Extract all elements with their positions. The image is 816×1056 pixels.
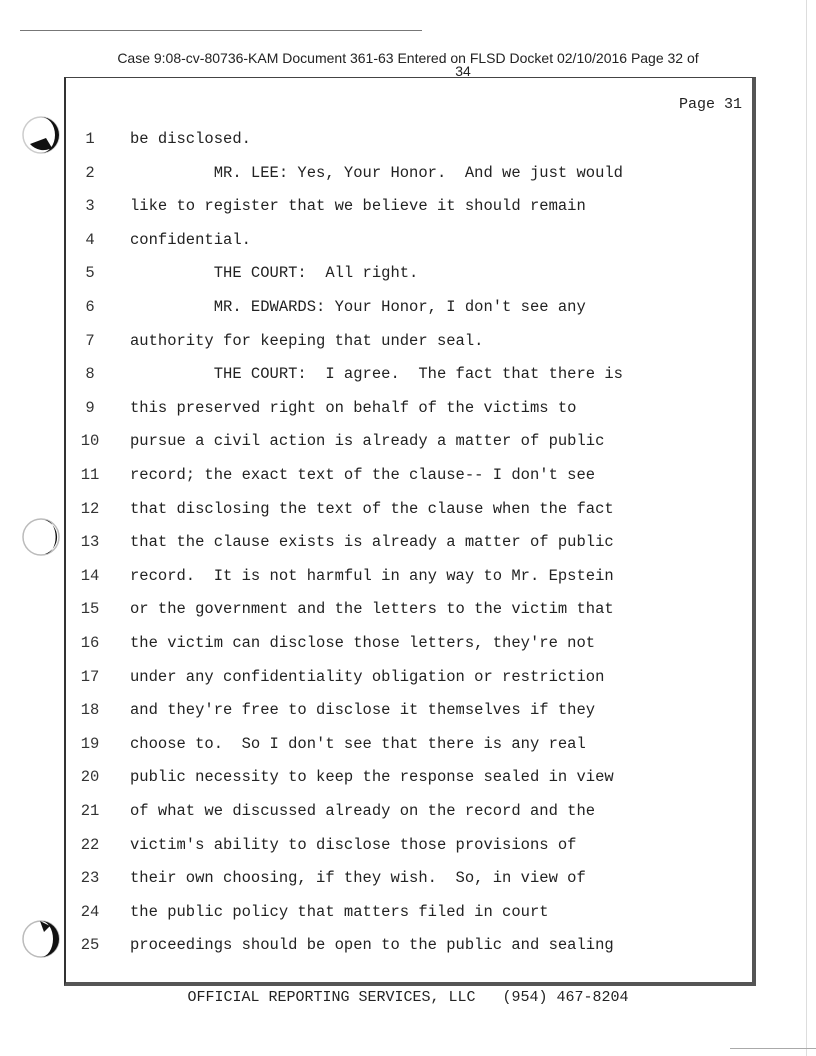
line-number: 11: [80, 466, 100, 484]
line-text: of what we discussed already on the record and the: [130, 802, 596, 820]
line-text: confidential.: [130, 230, 251, 249]
line-number: 20: [80, 768, 100, 787]
line-number: 22: [80, 835, 100, 854]
line-text: THE COURT: All right.: [130, 264, 419, 283]
top-rule: [20, 30, 422, 31]
line-text: public necessity to keep the response sealed in view: [130, 768, 614, 787]
punch-hole-icon: [20, 516, 62, 558]
line-text: pursue a civil action is already a matter of public: [130, 432, 605, 451]
line-number: 18: [80, 701, 100, 720]
line-text: MR. EDWARDS: Your Honor, I don't see any: [130, 298, 586, 316]
line-text: be disclosed.: [130, 130, 251, 148]
line-text: authority for keeping that under seal.: [130, 331, 484, 350]
line-text: this preserved right on behalf of the victims to: [130, 398, 577, 417]
line-text: that disclosing the text of the clause when the fact: [130, 499, 614, 518]
case-header: [0, 50, 816, 76]
line-number: 5: [85, 264, 95, 283]
line-text: or the government and the letters to the victim that: [130, 600, 614, 619]
line-number: 6: [85, 298, 95, 316]
line-number: 7: [85, 331, 95, 350]
line-number: 12: [80, 499, 100, 518]
line-text: MR. LEE: Yes, Your Honor. And we just would: [130, 163, 623, 182]
line-number: 8: [85, 365, 95, 384]
line-number: 16: [80, 634, 100, 652]
transcript-page: [64, 77, 756, 986]
line-number: 25: [80, 936, 100, 955]
page-number: Page 31: [678, 96, 742, 113]
line-number: 19: [80, 734, 100, 753]
line-text: and they're free to disclose it themselves if they: [130, 701, 596, 720]
line-number: 24: [80, 902, 100, 921]
line-number: 15: [80, 600, 100, 619]
line-number: 4: [85, 230, 95, 249]
line-number: 14: [80, 566, 100, 585]
line-number: 9: [85, 398, 95, 417]
line-text: that the clause exists is already a matter of public: [130, 533, 614, 552]
line-number: 3: [85, 197, 95, 216]
bottom-rule: [730, 1048, 816, 1049]
punch-hole-icon: [20, 918, 62, 960]
line-text: proceedings should be open to the public and sealing: [130, 936, 614, 955]
line-text: under any confidentiality obligation or restriction: [130, 667, 605, 686]
footer: OFFICIAL REPORTING SERVICES, LLC (954) 467-8204: [187, 989, 629, 1006]
line-text: the public policy that matters filed in court: [130, 902, 549, 921]
punch-hole-icon: [20, 114, 62, 156]
line-text: like to register that we believe it should remain: [130, 197, 586, 216]
line-text: record. It is not harmful in any way to Mr. Epstein: [130, 566, 614, 585]
line-text: choose to. So I don't see that there is any real: [130, 734, 586, 753]
line-number: 21: [80, 802, 100, 820]
line-number: 1: [85, 130, 95, 148]
line-text: THE COURT: I agree. The fact that there is: [130, 365, 623, 384]
case-header-page-total: 34: [455, 66, 471, 76]
line-number: 17: [80, 667, 100, 686]
line-text: victim's ability to disclose those provisions of: [130, 835, 577, 854]
line-number: 23: [80, 869, 100, 888]
line-text: record; the exact text of the clause-- I don't see: [130, 466, 596, 484]
line-number: 13: [80, 533, 100, 552]
line-text: their own choosing, if they wish. So, in view of: [130, 869, 586, 888]
line-number: 2: [85, 163, 95, 182]
case-header-line: Case 9:08-cv-80736-KAM Document 361-63 Entered on FLSD Docket 02/10/2016 Page 32 of: [117, 50, 699, 66]
page-edge: [806, 0, 807, 1056]
line-number: 10: [80, 432, 100, 451]
line-text: the victim can disclose those letters, they're not: [130, 634, 596, 652]
